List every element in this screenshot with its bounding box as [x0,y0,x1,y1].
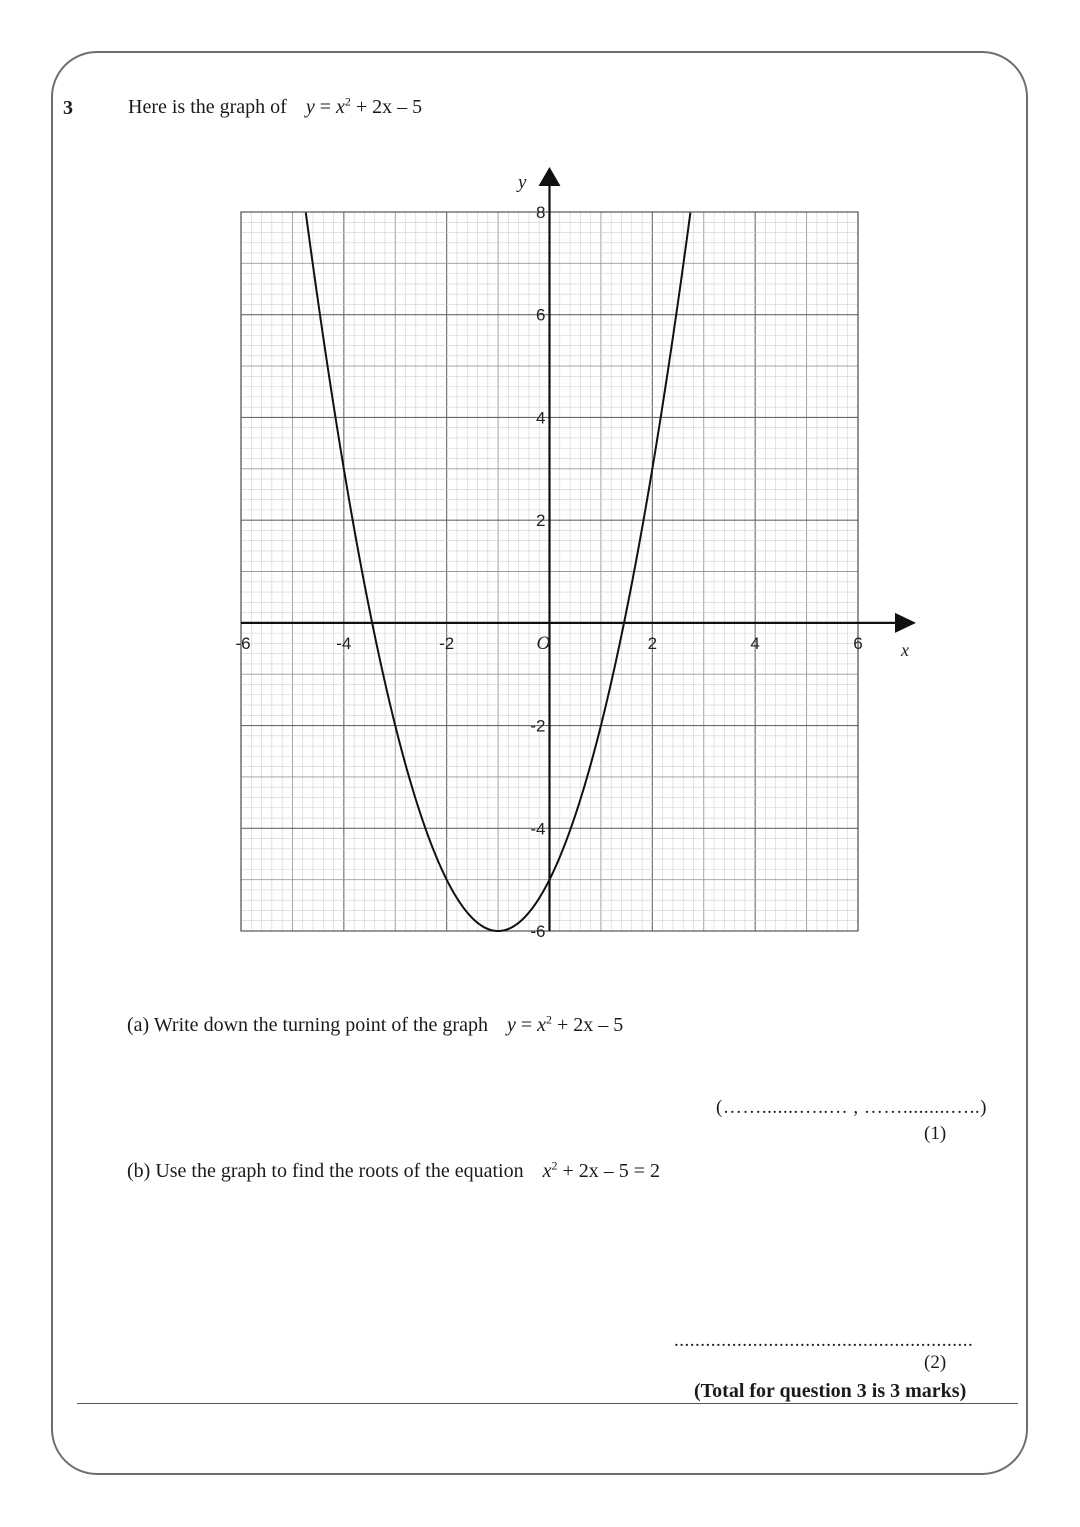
y-axis-arrow [539,167,561,186]
part-a-eq-y: y [506,1014,516,1036]
x-axis-label: x [901,640,909,660]
y-tick-label: 4 [536,408,546,428]
x-tick-label: 4 [750,633,760,653]
eq-x: x [336,96,345,118]
part-b-eq-power: 2 [551,1158,558,1173]
question-number: 3 [63,97,73,119]
origin-label: O [536,632,551,654]
part-b-answer-line[interactable]: ......................................................... [674,1330,974,1351]
y-tick-label: -6 [530,922,546,941]
y-tick-label: 2 [536,511,546,531]
axes [241,167,916,931]
y-tick-label: -2 [530,716,546,736]
bottom-rule [77,1403,1018,1404]
eq-power: 2 [344,94,351,109]
eq-equals: = [314,96,336,118]
y-tick-label: 6 [536,305,546,325]
part-a-eq-x: x [537,1014,547,1036]
y-axis-label: y [518,172,527,193]
part-b-eq-x: x [542,1160,552,1182]
part-a-label: (a) Write down the turning point of the graph [127,1014,488,1036]
part-a-question [127,1014,623,1037]
part-b-eq-rest: + 2x – 5 = 2 [557,1160,661,1182]
part-a-equation [507,1014,623,1036]
x-tick-label: 2 [647,633,658,653]
y-tick-label: 8 [536,203,546,222]
part-b-label: (b) Use the graph to find the roots of the equation [127,1160,524,1182]
x-tick-label: 6 [853,633,863,653]
part-a-eq-equals: = [515,1014,538,1036]
intro-text: Here is the graph of [128,96,287,118]
total-marks: (Total for question 3 is 3 marks) [694,1380,967,1402]
eq-rest: + 2x – 5 [350,96,423,118]
part-a-eq-power: 2 [546,1012,553,1027]
part-a-marks: (1) [924,1123,947,1144]
part-b-question [127,1160,660,1183]
part-b-marks: (2) [924,1352,947,1373]
x-tick-label: -2 [439,633,455,653]
x-tick-label: -4 [336,633,352,653]
part-a-answer-line[interactable]: (…….......…..… , …….........…..) [716,1097,987,1118]
eq-y: y [305,96,315,118]
x-axis-arrow [895,613,916,633]
x-tick-label: -6 [235,633,251,653]
y-tick-label: -4 [530,819,546,839]
part-a-eq-rest: + 2x – 5 [552,1014,624,1036]
part-b-equation [543,1160,660,1182]
